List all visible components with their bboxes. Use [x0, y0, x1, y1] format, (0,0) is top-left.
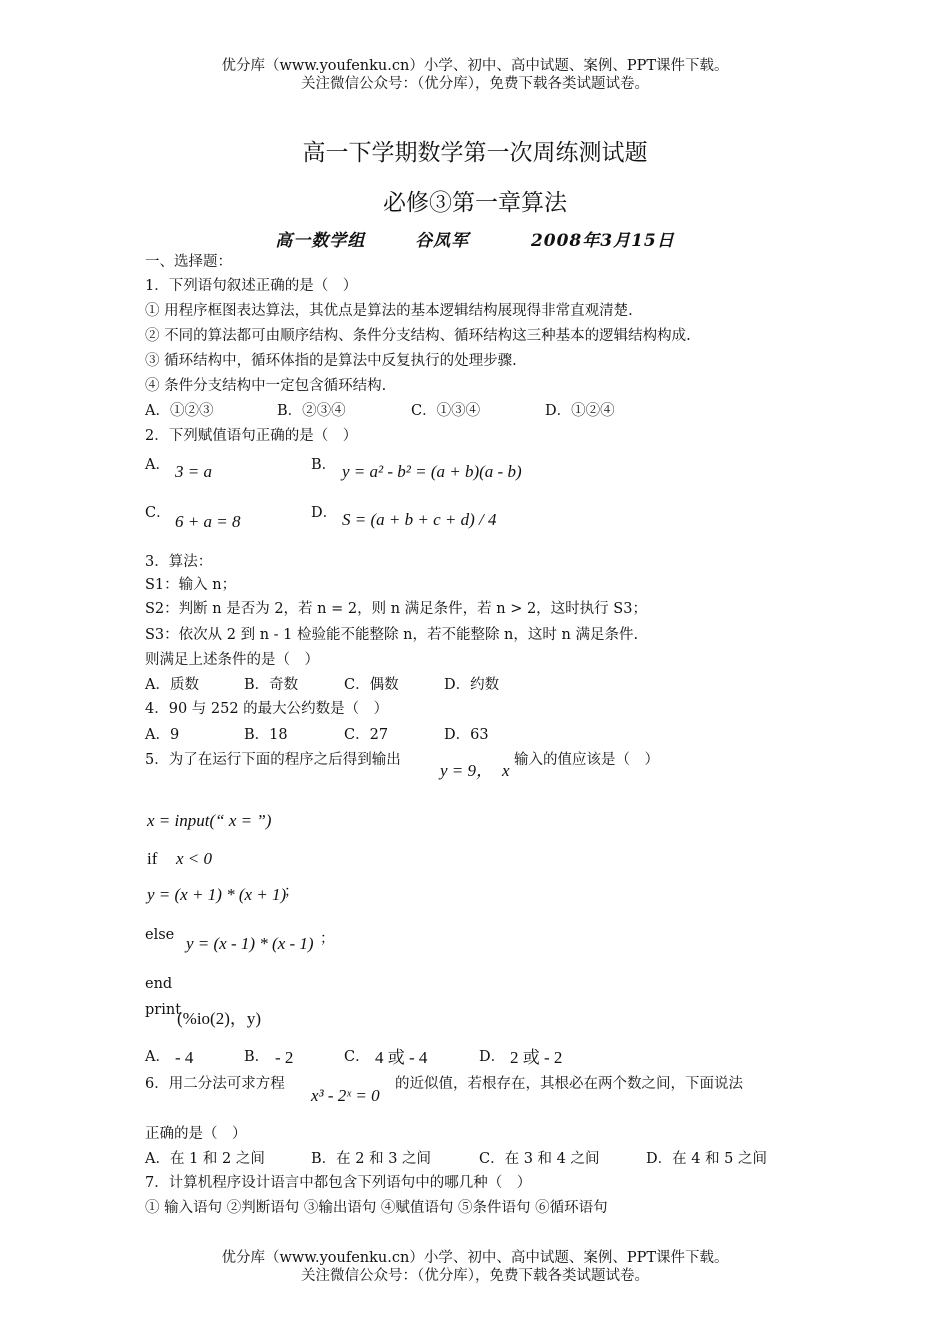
q2-c-expr: 6 + a = 8 — [175, 512, 241, 531]
q1-stem: 1．下列语句叙述正确的是（ ） — [145, 278, 358, 294]
q5-code-end: end — [145, 976, 173, 992]
q5-stem-x: x — [502, 761, 510, 780]
q4-stem: 4．90 与 252 的最大公约数是（ ） — [145, 701, 389, 717]
q3-option-b: B．奇数 — [244, 677, 299, 693]
q4-option-c: C．27 — [344, 727, 389, 743]
q5-code-else: else — [145, 927, 175, 943]
q6-option-c: C．在 3 和 4 之间 — [479, 1151, 600, 1167]
page-subtitle: 必修③第一章算法 — [383, 190, 567, 216]
q5-code-line-3: y = (x + 1) * (x + 1) — [147, 885, 287, 904]
q2-stem: 2．下列赋值语句正确的是（ ） — [145, 428, 358, 444]
q2-c-label: C． — [145, 505, 171, 521]
q6-option-a: A．在 1 和 2 之间 — [145, 1151, 265, 1167]
q3-step-1: S1：输入 n； — [145, 577, 237, 593]
q6-stem-part-2: 的近似值，若根存在，其根必在两个数之间，下面说法 — [395, 1076, 743, 1092]
q5-stem-part-1: 5．为了在运行下面的程序之后得到输出 — [145, 752, 401, 768]
q3-option-a: A．质数 — [145, 677, 199, 693]
byline — [0, 226, 950, 251]
q2-b-label: B． — [311, 457, 337, 473]
header-line-2: 关注微信公众号：（优分库），免费下载各类试题试卷。 — [301, 76, 649, 92]
q4-option-b: B．18 — [244, 727, 288, 743]
q1-item-2: ② 不同的算法都可由顺序结构、条件分支结构、循环结构这三种基本的逻辑结构构成. — [145, 328, 691, 344]
q5-option-c-value: 4 或 - 4 — [375, 1048, 428, 1067]
q6-stem-part-3: 正确的是（ ） — [145, 1126, 247, 1142]
q3-stem: 3．算法： — [145, 554, 213, 570]
q5-option-b-value: - 2 — [275, 1048, 294, 1067]
q1-item-4: ④ 条件分支结构中一定包含循环结构. — [145, 378, 387, 394]
q7-items: ① 输入语句 ②判断语句 ③输出语句 ④赋值语句 ⑤条件语句 ⑥循环语句 — [145, 1200, 608, 1216]
q3-step-3: S3：依次从 2 到 n - 1 检验能不能整除 n，若不能整除 n，这时 n 满足条件. — [145, 627, 639, 643]
q3-ask: 则满足上述条件的是（ ） — [145, 652, 319, 668]
footer-line-1: 优分库（www.youfenku.cn）小学、初中、高中试题、案例、PPT课件下载。 — [221, 1250, 729, 1266]
q3-option-c: C．偶数 — [344, 677, 399, 693]
q5-code-if: if — [147, 849, 158, 868]
q1-item-3: ③ 循环结构中，循环体指的是算法中反复执行的处理步骤. — [145, 353, 517, 369]
q1-option-d: D．①②④ — [545, 403, 615, 419]
q5-stem-part-2: 输入的值应该是（ ） — [514, 752, 659, 768]
q4-option-a: A．9 — [145, 727, 180, 743]
section-heading: 一、选择题： — [145, 254, 232, 270]
q2-d-expr: S = (a + b + c + d) / 4 — [342, 510, 497, 529]
q6-stem-part-1: 6．用二分法可求方程 — [145, 1076, 285, 1092]
byline-date: 2008年3月15日 — [530, 231, 675, 251]
q5-option-a-value: - 4 — [175, 1048, 194, 1067]
q2-a-expr: 3 = a — [175, 462, 212, 481]
q5-stem-y: y = 9， — [440, 761, 494, 780]
q6-equation: x³ - 2ˣ = 0 — [311, 1086, 380, 1105]
q1-option-b: B．②③④ — [277, 403, 346, 419]
byline-group: 高一数学组 — [275, 231, 366, 251]
footer-line-2: 关注微信公众号：（优分库），免费下载各类试题试卷。 — [301, 1268, 649, 1284]
q5-option-d-value: 2 或 - 2 — [510, 1048, 563, 1067]
q5-code-if-cond: x < 0 — [176, 849, 213, 868]
q2-d-label: D． — [311, 505, 338, 521]
q7-stem: 7．计算机程序设计语言中都包含下列语句中的哪几种（ ） — [145, 1175, 532, 1191]
byline-author: 谷凤军 — [415, 231, 470, 251]
q5-code-line-3-semi: ； — [284, 884, 299, 900]
q5-option-a-label: A． — [145, 1049, 170, 1065]
q5-code-print-args: (%io(2)，y) — [177, 1009, 262, 1028]
q5-option-d-label: D． — [479, 1049, 506, 1065]
q1-option-a: A．①②③ — [145, 403, 214, 419]
q2-b-expr: y = a² - b² = (a + b)(a - b) — [342, 462, 522, 481]
q5-code-print: print — [145, 1002, 182, 1018]
page-title: 高一下学期数学第一次周练测试题 — [302, 140, 648, 166]
q3-step-2: S2：判断 n 是否为 2，若 n = 2，则 n 满足条件，若 n > 2，这时执行 S3； — [145, 601, 647, 617]
q5-option-b-label: B． — [244, 1049, 270, 1065]
q5-code-line-4-semi: ； — [320, 931, 335, 947]
q6-option-d: D．在 4 和 5 之间 — [646, 1151, 768, 1167]
q6-option-b: B．在 2 和 3 之间 — [311, 1151, 432, 1167]
q1-item-1: ① 用程序框图表达算法，其优点是算法的基本逻辑结构展现得非常直观清楚. — [145, 303, 633, 319]
q2-a-label: A． — [145, 457, 170, 473]
q1-option-c: C．①③④ — [411, 403, 481, 419]
q4-option-d: D．63 — [444, 727, 489, 743]
q5-code-line-1: x = input(“ x = ”) — [147, 811, 272, 830]
q5-code-line-4: y = (x - 1) * (x - 1) — [186, 934, 314, 953]
header-line-1: 优分库（www.youfenku.cn）小学、初中、高中试题、案例、PPT课件下载。 — [221, 58, 729, 74]
q3-option-d: D．约数 — [444, 677, 500, 693]
q5-option-c-label: C． — [344, 1049, 370, 1065]
